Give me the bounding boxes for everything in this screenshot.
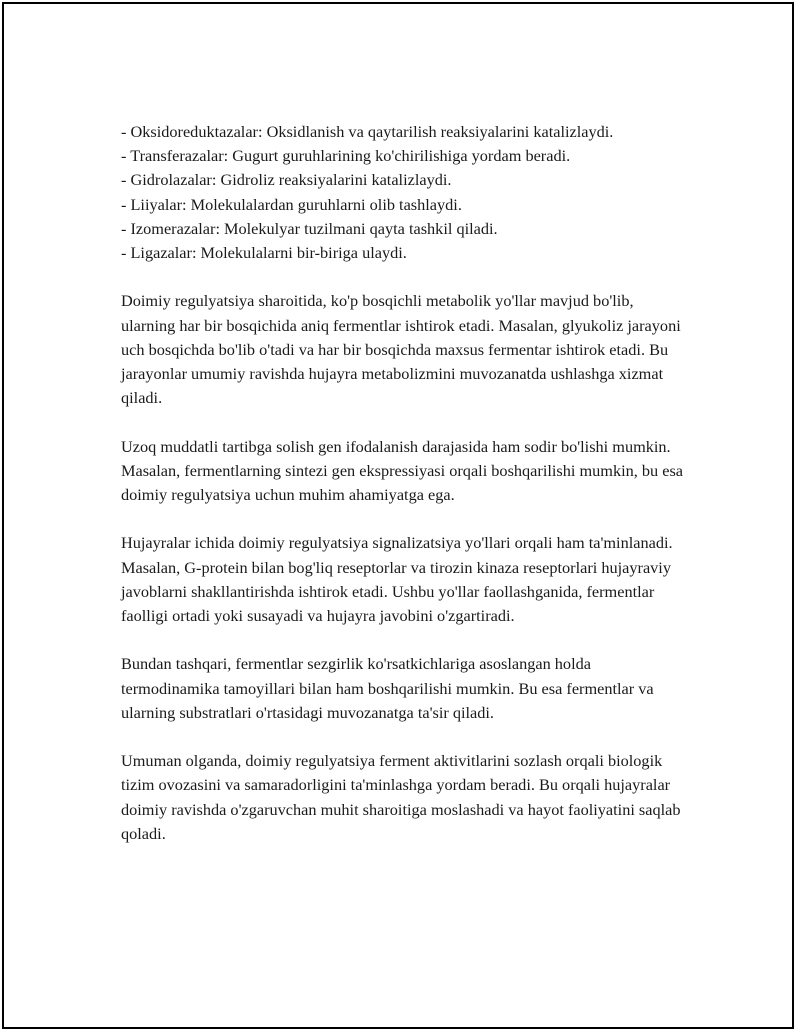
list-item: - Izomerazalar: Molekulyar tuzilmani qayta tashkil qiladi. [121,218,498,238]
list-item: - Oksidoreduktazalar: Oksidlanish va qaytarilish reaksiyalarini katalizlaydi. [121,122,614,141]
list-item: - Liiyalar: Molekulalardan guruhlarni olib tashlaydi. [121,194,462,214]
document-page [2,2,794,1029]
list-item: - Gidrolazalar: Gidroliz reaksiyalarini katalizlaydi. [121,170,452,190]
paragraph: Hujayralar ichida doimiy regulyatsiya signalizatsiya yo'llari orqali ham ta'minlanadi. Masalan, G-protein bilan bog'liq reseptorlar va tirozin kinaza reseptorlari hujayraviy javoblarni shakllantirishda ishtirok etadi. Ushbu yo'llar faollashganida, fermentlar faolligi ortadi yoki susayadi va hujayra javobini o'zgartiradi. [121,533,673,626]
paragraph: Uzoq muddatli tartibga solish gen ifodalanish darajasida ham sodir bo'lishi mumkin. Masalan, fermentlarning sintezi gen ekspressiyasi orqali boshqarilishi mumkin, bu esa doimiy regulyatsiya uchun muhim ahamiyatga ega. [121,436,684,505]
paragraph: Bundan tashqari, fermentlar sezgirlik ko'rsatkichlariga asoslangan holda termodinamika tamoyillari bilan ham boshqarilishi mumkin. Bu esa fermentlar va ularning substratlari o'rtasidagi muvozanatga ta'sir qiladi. [121,654,654,722]
list-item: - Transferazalar: Gugurt guruhlarining ko'chirilishiga yordam beradi. [121,146,571,166]
paragraph: Doimiy regulyatsiya sharoitida, ko'p bosqichli metabolik yo'llar mavjud bo'lib, ularning har bir bosqichida aniq fermentlar ishtirok etadi. Masalan, glyukoliz jarayoni uch bosqichda bo'lib o'tadi va har bir bosqichda maxsus fermentar ishtirok etadi. Bu jarayonlar umumiy ravishda hujayra metabolizmini muvozanatda ushlashga xizmat qiladi. [121,291,681,408]
list-item: - Ligazalar: Molekulalarni bir-biriga ulaydi. [121,243,407,263]
document-body [121,120,691,846]
paragraph: Umuman olganda, doimiy regulyatsiya ferment aktivitlarini sozlash orqali biologik tizim ovozasini va samaradorligini ta'minlashga yordam beradi. Bu orqali hujayralar doimiy ravishda o'zgaruvchan muhit sharoitiga moslashadi va hayot faoliyatini saqlab qoladi. [121,751,681,843]
enzyme-class-list [121,120,691,265]
